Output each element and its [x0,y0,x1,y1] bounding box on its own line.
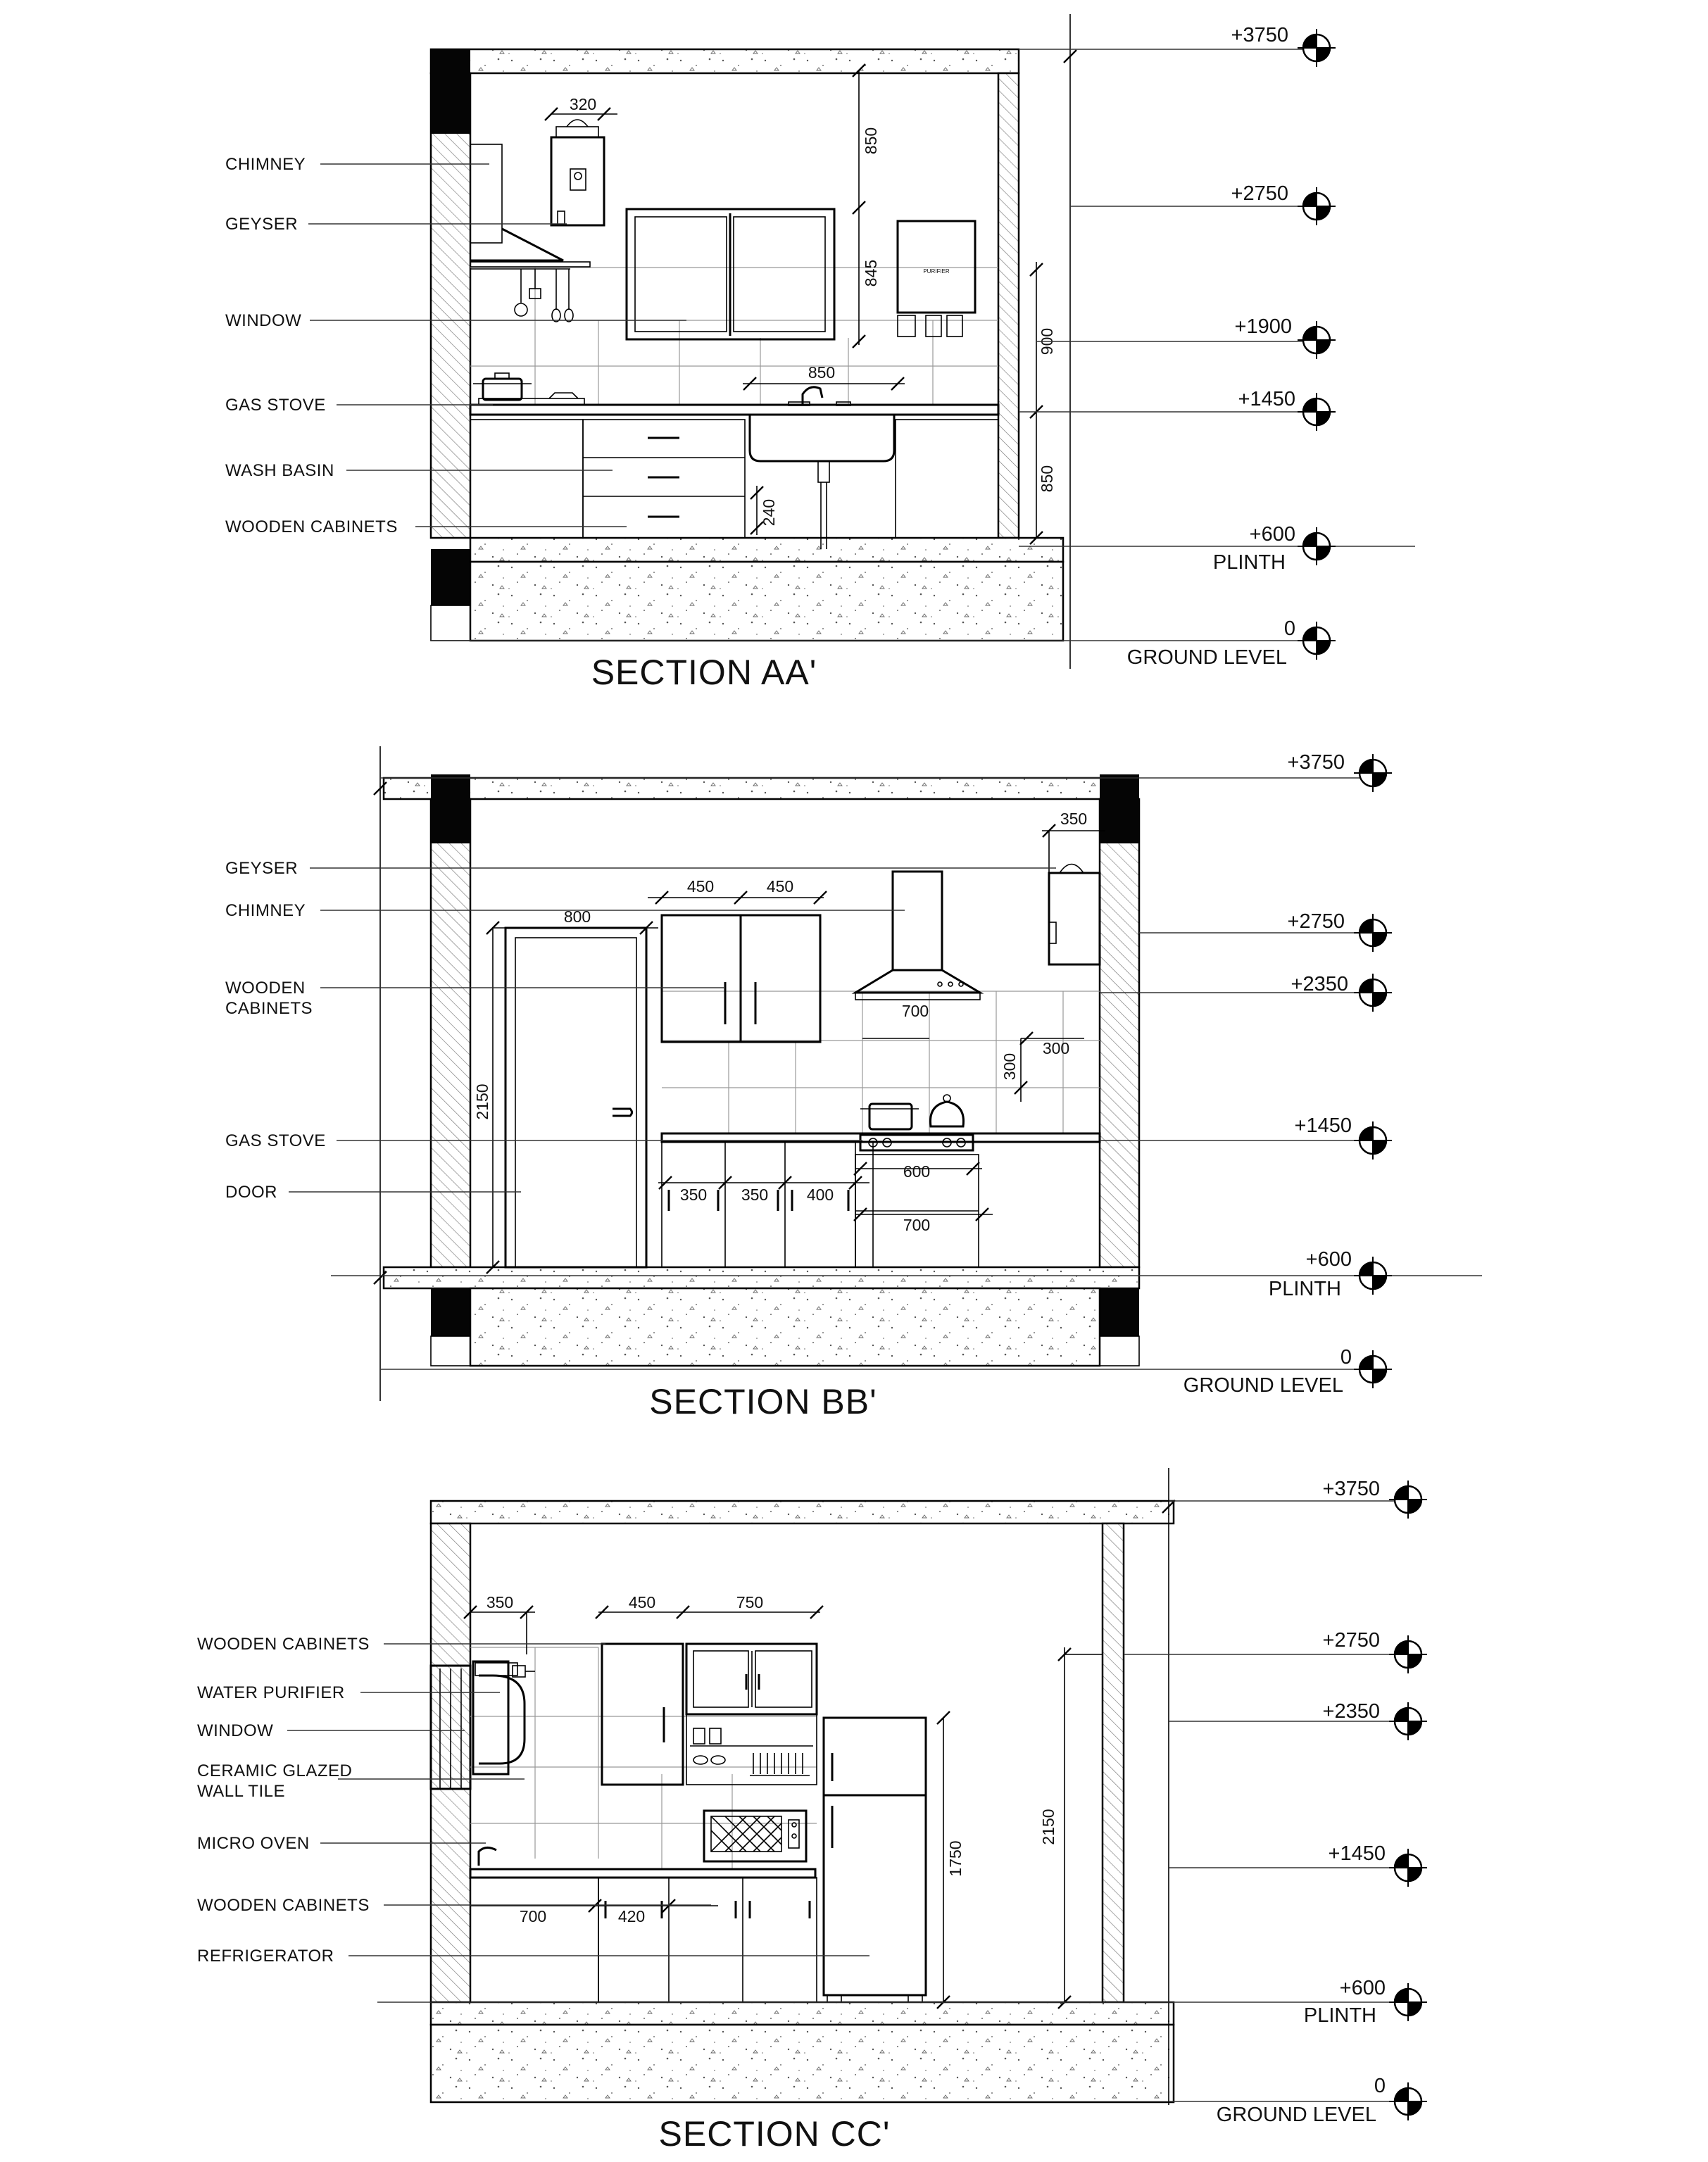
level-ground: GROUND LEVEL [1183,1374,1343,1397]
label-door: DOOR [225,1183,277,1202]
purifier-brand: PURIFIER [923,268,950,275]
label-window: WINDOW [225,311,302,330]
dim-450-a: 450 [686,877,715,895]
level-0: 0 [1374,2075,1386,2097]
right-wall [1100,799,1139,1267]
label-gas-stove: GAS STOVE [225,1131,326,1150]
dim-845: 845 [862,259,880,287]
plinth-slab [470,538,1063,562]
dim-420: 420 [617,1907,646,1925]
label-wooden-cabinets-upper: WOODEN CABINETS [197,1635,370,1654]
water-purifier [473,1661,535,1774]
dim-900: 900 [1038,327,1056,356]
section-bb [225,746,1482,1421]
level-plinth: PLINTH [1268,1278,1341,1300]
level-3750: +3750 [1287,751,1345,774]
level-2350: +2350 [1322,1700,1380,1723]
dim-2150: 2150 [1039,1809,1057,1845]
roof-slab [431,49,1019,73]
label-ceramic-glazed: CERAMIC GLAZED [197,1761,353,1780]
roof-slab [431,1501,1174,1523]
dim-350-a: 350 [679,1186,708,1204]
chimney-duct [470,144,502,243]
dim-320: 320 [569,95,597,113]
label-water-purifier: WATER PURIFIER [197,1683,345,1702]
dim-600: 600 [903,1162,931,1181]
geyser [1049,865,1100,965]
dim-1750: 1750 [946,1840,965,1877]
dim-300-h: 300 [1042,1039,1070,1057]
refrigerator [824,1718,926,2002]
foundation [470,562,1063,641]
column-top-left [431,49,470,134]
upper-cabinets [602,1644,817,1785]
cooking-pot [483,379,522,400]
label-wall-tile: WALL TILE [197,1782,285,1801]
section-aa [225,14,1415,692]
right-wall [1103,1523,1124,2002]
level-ground: GROUND LEVEL [1216,2104,1376,2126]
dim-850-upper: 850 [862,127,880,155]
label-geyser: GEYSER [225,215,299,234]
label-cabinets: CABINETS [225,999,313,1018]
wash-basin [750,415,894,461]
right-wall [998,73,1019,538]
label-gas-stove: GAS STOVE [225,396,326,415]
level-0: 0 [1283,617,1295,640]
column-top-left [431,774,470,843]
level-2750: +2750 [1287,910,1345,933]
chimney [855,872,980,1000]
dim-700-base: 700 [903,1216,931,1234]
level-0: 0 [1340,1346,1352,1369]
dim-300-v: 300 [1000,1052,1019,1081]
level-600: +600 [1305,1248,1352,1271]
door [506,928,646,1267]
dim-800: 800 [563,907,591,926]
label-window: WINDOW [197,1721,274,1740]
level-1450: +1450 [1328,1842,1386,1865]
dim-240: 240 [760,498,778,527]
left-wall [431,799,470,1267]
plinth-slab [384,1267,1139,1288]
section-cc [197,1468,1427,2154]
column-top-right [1100,774,1139,843]
level-600: +600 [1249,523,1295,546]
geyser [551,120,604,225]
label-chimney: CHIMNEY [225,901,306,920]
dim-700-chimney: 700 [901,1002,929,1020]
level-600: +600 [1339,1977,1386,1999]
dim-2150-door: 2150 [473,1083,491,1120]
section-bb-title: SECTION BB' [649,1382,877,1421]
level-3750: +3750 [1322,1478,1380,1500]
level-3750: +3750 [1231,24,1288,46]
upper-cabinets [662,915,820,1042]
label-wooden-cabinets: WOODEN CABINETS [225,517,398,536]
label-geyser: GEYSER [225,859,299,878]
shelf-items [690,1728,813,1776]
label-wash-basin: WASH BASIN [225,461,334,480]
dim-350-b: 350 [741,1186,769,1204]
section-aa-title: SECTION AA' [591,653,817,692]
level-plinth: PLINTH [1212,551,1286,574]
level-plinth: PLINTH [1303,2004,1376,2027]
label-refrigerator: REFRIGERATOR [197,1947,334,1966]
roof-slab [384,778,1126,799]
foundation [431,2025,1174,2102]
level-1450: +1450 [1294,1114,1352,1137]
dim-850-basin: 850 [808,363,836,382]
level-1450: +1450 [1238,388,1295,410]
label-chimney: CHIMNEY [225,155,306,174]
level-2750: +2750 [1231,182,1288,205]
section-cc-title: SECTION CC' [658,2114,891,2154]
dim-450: 450 [628,1593,656,1611]
chimney-hood [470,229,563,260]
label-wooden-cabinets-lower: WOODEN CABINETS [197,1896,370,1915]
water-purifier [898,221,975,337]
left-wall [431,73,470,538]
hanging-utensils [515,269,573,322]
dim-750: 750 [736,1593,764,1611]
dim-350: 350 [486,1593,514,1611]
label-micro-oven: MICRO OVEN [197,1834,310,1853]
window [627,209,834,339]
level-1900: +1900 [1234,315,1292,338]
micro-oven [704,1811,806,1861]
dim-850-lower: 850 [1038,465,1056,493]
level-2350: +2350 [1291,973,1348,995]
dim-450-b: 450 [766,877,794,895]
dim-400: 400 [806,1186,834,1204]
level-ground: GROUND LEVEL [1126,646,1287,669]
label-wooden: WOODEN [225,979,306,998]
foundation [470,1288,1100,1366]
column-bottom-left [431,549,470,605]
dim-700: 700 [519,1907,547,1925]
dim-350-geyser: 350 [1060,810,1088,828]
level-2750: +2750 [1322,1629,1380,1652]
